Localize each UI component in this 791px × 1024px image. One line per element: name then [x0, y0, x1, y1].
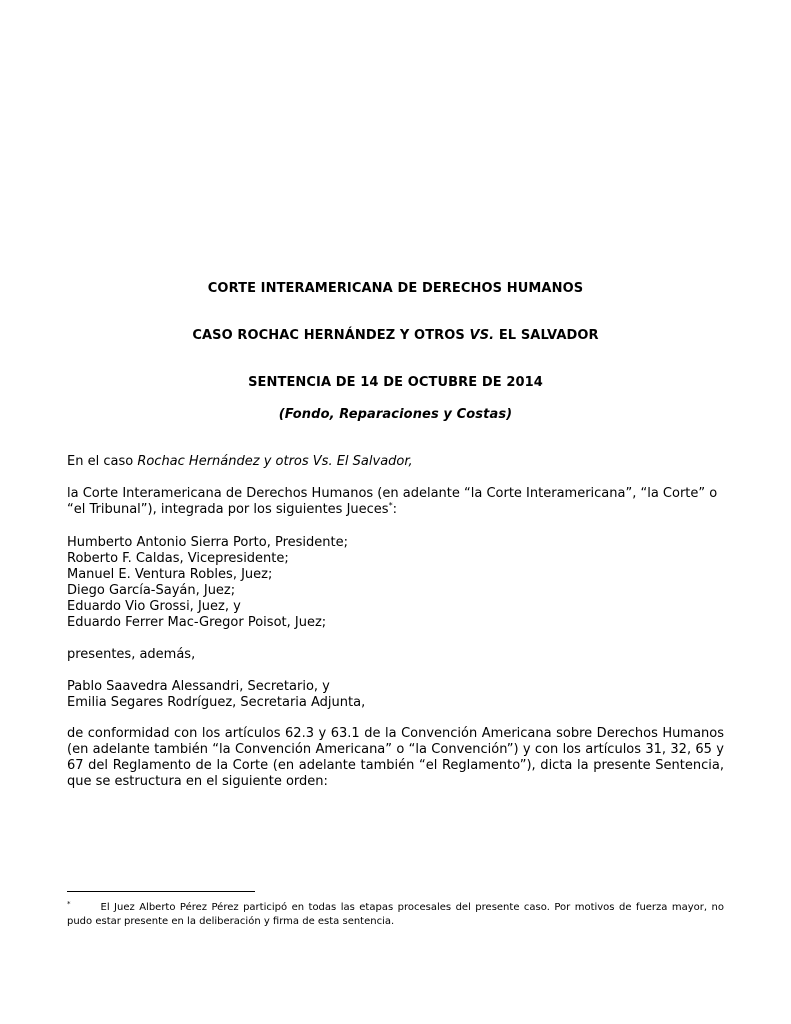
presentes-line: presentes, además, [67, 647, 196, 662]
court-composition-end: : [392, 502, 397, 517]
sentence-subtitle: (Fondo, Reparaciones y Costas) [278, 407, 513, 422]
secretary-line: Pablo Saavedra Alessandri, Secretario, y [67, 679, 330, 694]
footnote-reference[interactable]: * [388, 501, 393, 510]
case-title-vs: VS. [469, 328, 495, 343]
case-title-suffix: EL SALVADOR [494, 328, 599, 343]
case-title [0, 328, 791, 343]
judge-line: Eduardo Vio Grossi, Juez, y [67, 599, 241, 614]
intro-paragraph [67, 454, 724, 470]
judge-line: Diego García-Sayán, Juez; [67, 583, 236, 598]
footnote-separator [67, 891, 255, 892]
footnote-mark: * [67, 900, 71, 908]
court-composition-paragraph [67, 486, 724, 518]
judge-line: Humberto Antonio Sierra Porto, Presidente; [67, 535, 349, 550]
court-title: CORTE INTERAMERICANA DE DERECHOS HUMANOS [207, 281, 584, 296]
judges-list [67, 535, 724, 631]
sentence-date-title: SENTENCIA DE 14 DE OCTUBRE DE 2014 [248, 375, 543, 390]
judge-line: Eduardo Ferrer Mac-Gregor Poisot, Juez; [67, 615, 327, 630]
secretary-line: Emilia Segares Rodríguez, Secretaria Adjunta, [67, 695, 366, 710]
court-composition-text: la Corte Interamericana de Derechos Humanos (en adelante “la Corte Interamericana”, “la Corte” o “el Tribunal”), integrada por los siguientes Jueces [67, 486, 718, 517]
secretaries-list [67, 679, 724, 711]
footnote [67, 901, 724, 929]
judge-line: Roberto F. Caldas, Vicepresidente; [67, 551, 289, 566]
case-title-prefix: CASO ROCHAC HERNÁNDEZ Y OTROS [192, 328, 470, 343]
footnote-text: El Juez Alberto Pérez Pérez participó en todas las etapas procesales del presente caso. Por motivos de fuerza mayor, no pudo estar presente en la deliberación y firma de esta sentencia. [67, 902, 724, 927]
intro-case-name: Rochac Hernández y otros Vs. El Salvador, [137, 454, 413, 469]
judge-line: Manuel E. Ventura Robles, Juez; [67, 567, 273, 582]
intro-prefix: En el caso [67, 454, 138, 469]
conformidad-paragraph: de conformidad con los artículos 62.3 y 63.1 de la Convención Americana sobre Derechos Humanos (en adelante también “la Convención Americana” o “la Convención”) y con los artículos 31, 32, 65 y 67 del Reglamento de la Corte (en adelante también “el Reglamento”), dicta la presente Sentencia, que se estructura en el siguiente orden: [67, 726, 724, 789]
